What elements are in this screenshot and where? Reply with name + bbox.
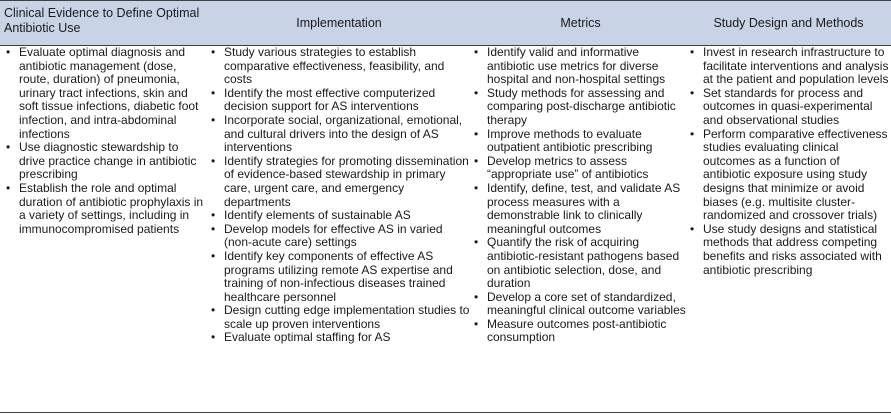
- bullet-marker: •: [474, 316, 479, 331]
- list-item-text: Invest in research infrastructure to facilitate interventions and analysis at the patient and population levels: [703, 45, 889, 87]
- list-item-text: Evaluate optimal staffing for AS: [224, 330, 391, 345]
- bullet-marker: •: [474, 153, 479, 168]
- list-item-text: Quantify the risk of acquiring antibiotic-resistant pathogens based on antibiotic selection, dose, and duration: [487, 235, 680, 291]
- list-item-text: Identify valid and informative antibiotic use metrics for diverse hospital and non-hospital settings: [487, 45, 666, 87]
- list-item: [474, 128, 686, 155]
- column-clinical-evidence: [6, 46, 206, 236]
- bullet-marker: •: [211, 248, 216, 263]
- list-item: [211, 331, 473, 345]
- bullet-marker: •: [474, 289, 479, 304]
- list-item-text: Establish the role and optimal duration of antibiotic prophylaxis in a variety of settings, including in immunocompromised patients: [19, 180, 204, 236]
- list-item: [690, 87, 889, 128]
- list-item-text: Identify, define, test, and validate AS process measures with a demonstrable link to clinically meaningful outcomes: [487, 180, 681, 236]
- bullet-marker: •: [690, 45, 695, 59]
- list-item-text: Evaluate optimal diagnosis and antibiotic management (dose, route, duration) of pneumonia, urinary tract infections, skin and soft tissue infections, diabetic foot infection, and intra-abdominal infections: [19, 45, 199, 141]
- bullet-marker: •: [211, 221, 216, 236]
- list-item: [211, 304, 473, 331]
- list-item: [6, 141, 206, 182]
- column-header-study-design: Study Design and Methods: [713, 15, 864, 30]
- list-item-text: Incorporate social, organizational, emotional, and cultural drivers into the design of AS interventions: [224, 112, 463, 155]
- bullet-marker: •: [211, 153, 216, 168]
- list-item: [474, 87, 686, 128]
- list-item-text: Identify strategies for promoting dissemination of evidence-based stewardship in primary care, urgent care, and emergency departments: [224, 153, 469, 209]
- column-header-clinical-evidence: Clinical Evidence to Define Optimal Antibiotic Use: [4, 6, 200, 35]
- list-item: [211, 114, 473, 155]
- list-item-text: Use diagnostic stewardship to drive practice change in antibiotic prescribing: [19, 140, 197, 182]
- list-item: [690, 128, 889, 223]
- bullet-marker: •: [211, 85, 216, 100]
- bullet-marker: •: [211, 208, 216, 223]
- table-bottom-rule: [0, 412, 891, 413]
- bullet-marker: •: [474, 85, 479, 100]
- list-item-text: Improve methods to evaluate outpatient antibiotic prescribing: [487, 126, 653, 155]
- list-item-text: Study methods for assessing and comparing post-discharge antibiotic therapy: [487, 85, 676, 127]
- list-item: [211, 250, 473, 304]
- bullet-marker: •: [6, 140, 11, 155]
- list-item: [474, 291, 686, 318]
- bullet-marker: •: [211, 112, 216, 127]
- bullet-marker: •: [6, 180, 11, 195]
- list-item-text: Measure outcomes post-antibiotic consumption: [487, 316, 667, 345]
- bullet-marker: •: [474, 180, 479, 195]
- list-item: [690, 46, 889, 87]
- table-header-row: [0, 0, 891, 46]
- list-item-text: Design cutting edge implementation studies to scale up proven interventions: [224, 303, 470, 331]
- list-item-text: Develop models for effective AS in varied (non-acute care) settings: [224, 221, 443, 250]
- list-item-text: Perform comparative effectiveness studies evaluating clinical outcomes as a function of antibiotic exposure using study designs that minimize or avoid biases (e.g. multisite cluster-randomized and crossover trials): [703, 126, 888, 223]
- list-item: [211, 46, 473, 87]
- bullet-marker: •: [690, 221, 695, 236]
- list-item-text: Use study designs and statistical methods that address competing benefits and risks associated with antibiotic prescribing: [703, 221, 882, 277]
- list-item-text: Identify elements of sustainable AS: [224, 208, 411, 223]
- list-item-text: Identify the most effective computerized decision support for AS interventions: [224, 85, 436, 114]
- bullet-marker: •: [211, 45, 216, 59]
- bullet-marker: •: [474, 235, 479, 250]
- column-implementation: [211, 46, 473, 345]
- list-item: [474, 46, 686, 87]
- bullet-marker: •: [474, 126, 479, 141]
- list-item: [6, 182, 206, 236]
- list-item-text: Identify key components of effective AS programs utilizing remote AS expertise and training of non-infectious diseases trained healthcare personnel: [224, 248, 453, 304]
- bullet-marker: •: [6, 45, 11, 59]
- column-study-design: [690, 46, 889, 277]
- column-header-metrics: Metrics: [560, 15, 601, 30]
- list-item: [211, 87, 473, 114]
- list-item-text: Set standards for process and outcomes in quasi-experimental and observational studies: [703, 85, 873, 127]
- list-item: [211, 155, 473, 209]
- list-item-text: Develop metrics to assess “appropriate use” of antibiotics: [487, 153, 649, 182]
- list-item: [6, 46, 206, 141]
- list-item-text: Develop a core set of standardized, meaningful clinical outcome variables: [487, 289, 686, 318]
- bullet-marker: •: [211, 330, 216, 345]
- list-item: [474, 155, 686, 182]
- bullet-marker: •: [690, 85, 695, 100]
- list-item: [474, 318, 686, 345]
- bullet-marker: •: [690, 126, 695, 141]
- list-item: [690, 223, 889, 277]
- list-item: [474, 182, 686, 236]
- column-header-implementation: Implementation: [296, 15, 382, 30]
- list-item: [474, 236, 686, 290]
- list-item: [211, 223, 473, 250]
- list-item: [211, 209, 473, 223]
- bullet-marker: •: [211, 303, 216, 318]
- list-item-text: Study various strategies to establish comparative effectiveness, feasibility, and costs: [224, 45, 445, 87]
- column-metrics: [474, 46, 686, 345]
- bullet-marker: •: [474, 45, 479, 59]
